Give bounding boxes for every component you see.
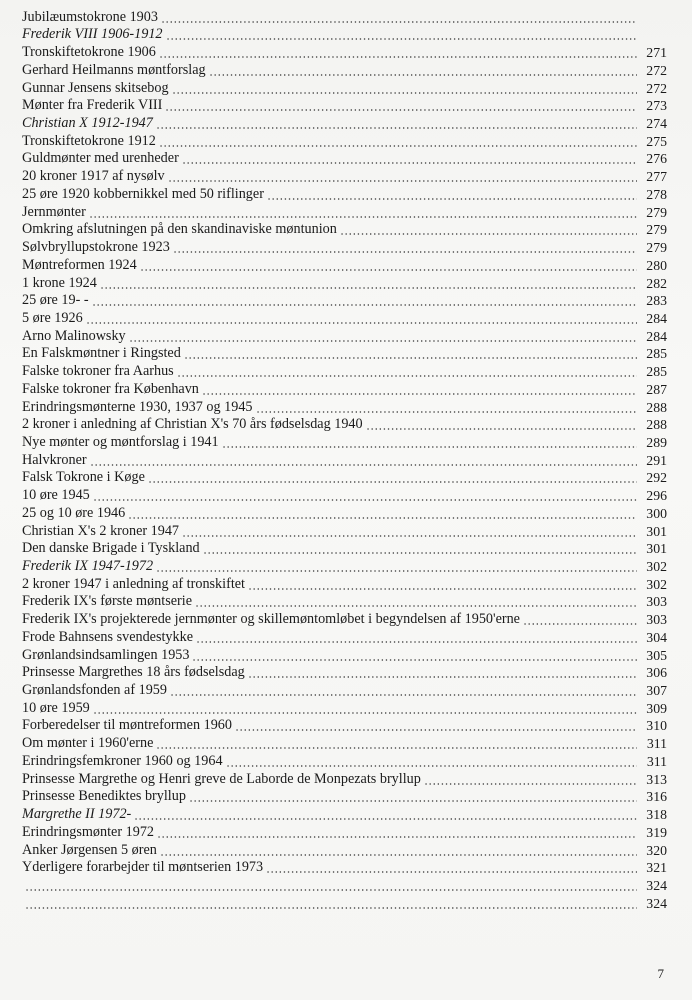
toc-entry (22, 309, 667, 327)
toc-entry-title: Falsk Tokrone i Køge (22, 469, 145, 486)
toc-entry-title: Prinsesse Benediktes bryllup (22, 788, 186, 805)
toc-entry-title: Guldmønter med urenheder (22, 150, 179, 167)
toc-entry-page: 301 (646, 541, 667, 557)
toc-entry-title: Frederik IX 1947-1972 (22, 558, 154, 574)
toc-entry-page: 279 (646, 222, 667, 238)
toc-entry (22, 681, 667, 699)
dot-leader (248, 668, 637, 679)
toc-entry-page: 285 (646, 346, 667, 362)
toc-entry-title: 25 og 10 øre 1946 (22, 504, 126, 521)
toc-entry (22, 770, 667, 788)
dot-leader (100, 279, 637, 290)
toc-entry-title: Grønlandsindsamlingen 1953 (22, 646, 190, 663)
dot-leader (156, 119, 637, 130)
toc-entry-page: 296 (646, 488, 667, 504)
dot-leader (248, 580, 637, 591)
toc-entry (22, 114, 667, 132)
toc-entry-title: Møntreformen 1924 (22, 256, 137, 273)
table-of-contents (22, 8, 667, 912)
toc-entry-title: Gunnar Jensens skitsebog (22, 79, 169, 96)
dot-leader (134, 810, 637, 821)
toc-entry-page: 274 (646, 116, 667, 132)
toc-entry-page: 311 (646, 753, 667, 769)
dot-leader (25, 881, 637, 892)
page-number: 7 (657, 966, 664, 981)
dot-leader (165, 101, 637, 112)
toc-entry-title: 25 øre 19- - (22, 292, 89, 309)
toc-entry-title: Prinsesse Margrethes 18 års fødselsdag (22, 664, 245, 681)
toc-entry (22, 221, 667, 239)
toc-entry-page: 305 (646, 647, 667, 663)
toc-entry-page: 318 (646, 807, 667, 823)
toc-entry-page: 324 (646, 895, 667, 911)
toc-entry (22, 593, 667, 611)
toc-entry (22, 646, 667, 664)
dot-leader (166, 30, 637, 41)
dot-leader (156, 562, 637, 573)
dot-leader (256, 403, 637, 414)
toc-entry-page: 319 (646, 824, 667, 840)
dot-leader (128, 509, 637, 520)
toc-entry (22, 238, 667, 256)
toc-entry (22, 79, 667, 97)
toc-entry (22, 628, 667, 646)
toc-entry (22, 256, 667, 274)
toc-entry (22, 664, 667, 682)
toc-entry-title: Tronskiftetokrone 1906 (22, 44, 156, 61)
toc-entry-page: 303 (646, 612, 667, 628)
toc-entry-page: 277 (646, 169, 667, 185)
dot-leader (203, 544, 637, 555)
toc-entry-title: Frederik IX's første møntserie (22, 593, 193, 610)
toc-entry (22, 416, 667, 434)
toc-entry-title: Den danske Brigade i Tyskland (22, 540, 200, 557)
dot-leader (222, 438, 637, 449)
toc-entry-title: Halvkroner (22, 451, 87, 468)
dot-leader (173, 243, 637, 254)
toc-entry-page: 278 (646, 186, 667, 202)
toc-entry (22, 734, 667, 752)
toc-entry-page: 324 (646, 877, 667, 893)
toc-entry-page: 321 (646, 860, 667, 876)
toc-entry-title: Jernmønter (22, 203, 86, 220)
toc-entry-page: 276 (646, 151, 667, 167)
toc-entry-title: Frode Bahnsens svendestykke (22, 628, 194, 645)
toc-entry (22, 274, 667, 292)
toc-entry-page: 300 (646, 505, 667, 521)
dot-leader (182, 154, 637, 165)
toc-entry-title: 20 kroner 1917 af nysølv (22, 168, 165, 185)
toc-entry-page: 284 (646, 310, 667, 326)
dot-leader (192, 651, 637, 662)
toc-entry (22, 575, 667, 593)
toc-entry-page: 304 (646, 629, 667, 645)
toc-entry (22, 433, 667, 451)
dot-leader (209, 66, 637, 77)
dot-leader (170, 686, 637, 697)
toc-entry (22, 859, 667, 877)
toc-entry-page: 285 (646, 364, 667, 380)
toc-entry (22, 26, 667, 44)
toc-entry-page: 288 (646, 417, 667, 433)
dot-leader (523, 615, 637, 626)
toc-entry (22, 876, 667, 894)
toc-entry-title: 1 krone 1924 (22, 274, 97, 291)
toc-entry (22, 805, 667, 823)
dot-leader (160, 846, 637, 857)
toc-entry-title: Christian X 1912-1947 (22, 115, 153, 132)
toc-entry (22, 97, 667, 115)
toc-entry (22, 203, 667, 221)
toc-entry-page: 272 (646, 62, 667, 78)
toc-entry-title: Nye mønter og møntforslag i 1941 (22, 433, 219, 450)
toc-entry-page: 279 (646, 204, 667, 220)
dot-leader (89, 208, 637, 219)
toc-entry-page: 284 (646, 328, 667, 344)
dot-leader (93, 704, 637, 715)
dot-leader (159, 137, 637, 148)
dot-leader (140, 261, 637, 272)
dot-leader (366, 420, 637, 431)
toc-entry (22, 788, 667, 806)
toc-entry-page: 302 (646, 576, 667, 592)
dot-leader (90, 456, 637, 467)
toc-entry-page: 320 (646, 842, 667, 858)
toc-entry-page: 273 (646, 98, 667, 114)
toc-entry-title: 10 øre 1959 (22, 699, 90, 716)
dot-leader (226, 757, 637, 768)
dot-leader (266, 863, 637, 874)
toc-entry (22, 717, 667, 735)
toc-entry-title: Jubilæumstokrone 1903 (22, 8, 158, 25)
toc-entry-page: 275 (646, 133, 667, 149)
dot-leader (235, 721, 637, 732)
toc-entry-title: Christian X's 2 kroner 1947 (22, 522, 180, 539)
toc-entry (22, 8, 667, 26)
dot-leader (25, 899, 637, 910)
toc-entry-page: 288 (646, 399, 667, 415)
toc-entry-title: Erindringsfemkroner 1960 og 1964 (22, 752, 223, 769)
toc-entry-title: Falske tokroner fra København (22, 380, 199, 397)
toc-entry-page: 292 (646, 470, 667, 486)
toc-entry-title: Grønlandsfonden af 1959 (22, 682, 167, 699)
toc-entry (22, 43, 667, 61)
dot-leader (189, 792, 637, 803)
toc-entry (22, 522, 667, 540)
toc-entry (22, 380, 667, 398)
toc-entry-page: 310 (646, 718, 667, 734)
dot-leader (196, 633, 637, 644)
dot-leader (182, 527, 637, 538)
toc-entry-page: 289 (646, 434, 667, 450)
toc-entry (22, 150, 667, 168)
dot-leader (156, 739, 637, 750)
dot-leader (86, 314, 637, 325)
toc-entry-title: Mønter fra Frederik VIII (22, 97, 163, 114)
toc-entry (22, 841, 667, 859)
toc-entry-title: Margrethe II 1972- (22, 806, 132, 823)
toc-entry-title: Frederik IX's projekterede jernmønter og skillemøntomløbet i begyndelsen af 1950'erne (22, 611, 520, 628)
toc-entry-title: 10 øre 1945 (22, 487, 90, 504)
toc-entry-page: 311 (646, 736, 667, 752)
toc-entry (22, 610, 667, 628)
dot-leader (161, 13, 637, 24)
toc-entry-page: 272 (646, 80, 667, 96)
dot-leader (159, 48, 637, 59)
toc-entry (22, 752, 667, 770)
toc-entry-title: Arno Malinowsky (22, 327, 126, 344)
toc-entry-title: Erindringsmønter 1972 (22, 823, 155, 840)
dot-leader (184, 349, 637, 360)
dot-leader (129, 332, 637, 343)
toc-entry-page: 282 (646, 275, 667, 291)
toc-entry-title: 25 øre 1920 kobbernikkel med 50 riflinger (22, 185, 264, 202)
toc-entry (22, 61, 667, 79)
dot-leader (267, 190, 637, 201)
toc-entry-page: 280 (646, 257, 667, 273)
toc-entry (22, 451, 667, 469)
toc-entry (22, 185, 667, 203)
dot-leader (195, 597, 637, 608)
toc-entry (22, 557, 667, 575)
dot-leader (340, 225, 637, 236)
toc-entry-page: 303 (646, 594, 667, 610)
toc-entry-page: 302 (646, 559, 667, 574)
toc-entry-page: 306 (646, 665, 667, 681)
dot-leader (148, 473, 637, 484)
toc-entry-title: Sølvbryllupstokrone 1923 (22, 239, 170, 256)
toc-entry (22, 132, 667, 150)
toc-entry-title: Tronskiftetokrone 1912 (22, 132, 156, 149)
dot-leader (157, 828, 637, 839)
toc-entry (22, 486, 667, 504)
toc-entry-title: En Falskmøntner i Ringsted (22, 345, 181, 362)
toc-entry-page: 307 (646, 683, 667, 699)
toc-entry-page: 316 (646, 789, 667, 805)
toc-entry-title: Omkring afslutningen på den skandinaviske møntunion (22, 221, 337, 238)
toc-entry (22, 894, 667, 912)
toc-entry-title: 5 øre 1926 (22, 309, 83, 326)
toc-entry-title: Prinsesse Margrethe og Henri greve de Laborde de Monpezats bryllup (22, 770, 421, 787)
toc-entry-title: Gerhard Heilmanns møntforslag (22, 61, 206, 78)
toc-entry-title: 2 kroner i anledning af Christian X's 70 års fødselsdag 1940 (22, 416, 363, 433)
toc-entry (22, 398, 667, 416)
toc-entry (22, 469, 667, 487)
dot-leader (202, 385, 637, 396)
toc-entry-page: 291 (646, 452, 667, 468)
toc-entry (22, 167, 667, 185)
toc-entry-page: 309 (646, 700, 667, 716)
dot-leader (168, 172, 637, 183)
toc-entry-title: Yderligere forarbejder til møntserien 1973 (22, 859, 264, 876)
toc-entry-title: 2 kroner 1947 i anledning af tronskiftet (22, 575, 246, 592)
toc-entry (22, 362, 667, 380)
toc-entry-page: 279 (646, 240, 667, 256)
toc-entry-title: Forberedelser til møntreformen 1960 (22, 717, 232, 734)
toc-entry (22, 823, 667, 841)
toc-entry-title: Frederik VIII 1906-1912 (22, 26, 163, 43)
toc-entry-title: Falske tokroner fra Aarhus (22, 363, 174, 380)
toc-entry-title: Anker Jørgensen 5 øren (22, 841, 157, 858)
toc-entry (22, 699, 667, 717)
toc-entry-page: 287 (646, 381, 667, 397)
toc-entry-title: Om mønter i 1960'erne (22, 735, 154, 752)
dot-leader (424, 775, 637, 786)
toc-entry (22, 327, 667, 345)
toc-entry (22, 504, 667, 522)
toc-entry (22, 292, 667, 310)
toc-entry-page: 301 (646, 523, 667, 539)
dot-leader (177, 367, 637, 378)
toc-entry-page: 283 (646, 293, 667, 309)
toc-entry-page: 313 (646, 771, 667, 787)
toc-entry (22, 345, 667, 363)
toc-entry-page: 271 (646, 45, 667, 61)
dot-leader (172, 84, 637, 95)
toc-entry-title: Erindringsmønterne 1930, 1937 og 1945 (22, 398, 253, 415)
dot-leader (92, 296, 637, 307)
toc-entry (22, 540, 667, 558)
dot-leader (93, 491, 637, 502)
